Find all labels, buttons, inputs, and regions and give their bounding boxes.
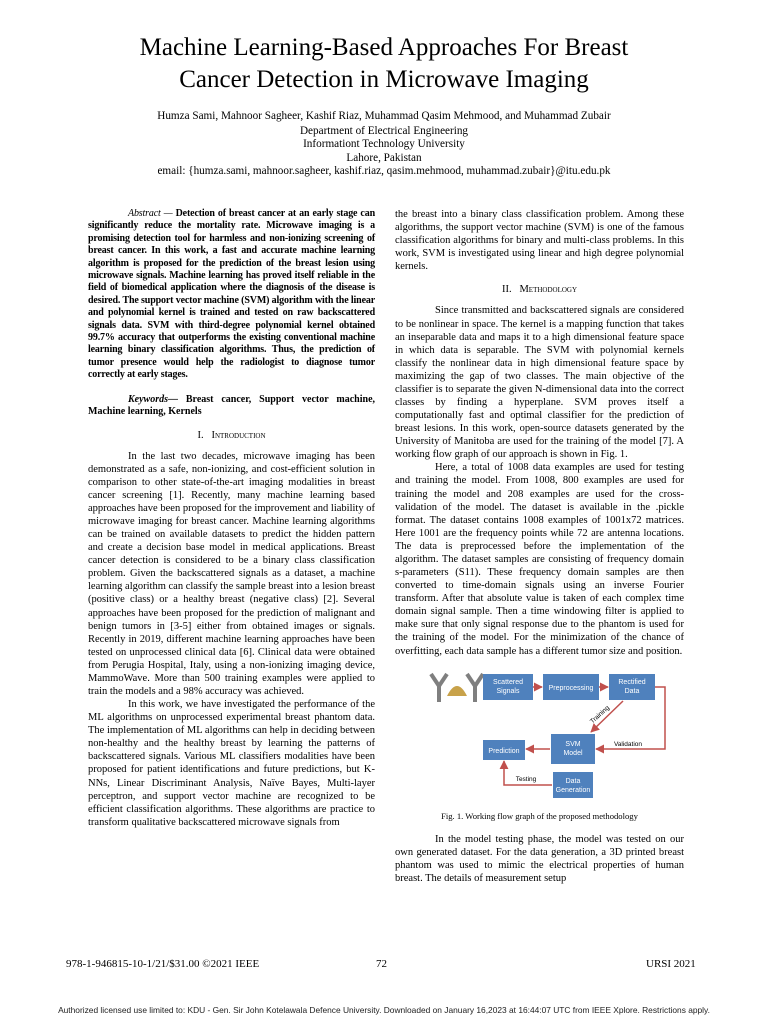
footer-conference: URSI 2021 xyxy=(646,958,696,970)
keywords-label: Keywords— xyxy=(128,393,178,405)
box-preprocessing xyxy=(543,674,599,700)
left-column xyxy=(88,208,375,829)
box-label: Rectified Data xyxy=(618,678,646,695)
box-scattered-signals xyxy=(483,674,533,700)
author-names: Humza Sami, Mahnoor Sagheer, Kashif Riaz, Muhammad Qasim Mehmood, and Muhammad Zubair xyxy=(157,110,611,122)
intro-paragraph-1: In the last two decades, microwave imaging has been demonstrated as a safe, non-ionizing, and cost-efficient solution in comparison to other state-of-the-art imaging modalities in breast cancer screening [1]. Recently, many machine learning based approaches have been proposed for the improvement and liability of microwave imaging for breast cancer. Machine learning algorithms can be trained on available datasets to predict the hidden pattern and create a decision base model in medical applications. Breast cancer detection is considered to be a binary class classification problem. Given the backscattered signals as a dataset, a machine learning algorithm can classify the sample breast into a lesion breast (positive class) or a healthy breast (negative class) [2]. Several approaches have been proposed for the prediction of malignant and benign tumors in [3-5] either from obtained images or signals. Recently in 2019, different machine learning approaches have been tested on unprocessed clinical data [6]. Clinical data were obtained from Perugia Hospital, Italy, using a non-ionizing imaging device, MammoWave. More than 500 training examples were applied to train the models and a 98% accuracy was achieved. xyxy=(88,450,375,697)
section-number: II. xyxy=(501,284,512,296)
intro-paragraph-2: In this work, we have investigated the performance of the ML algorithms on unprocessed experimental breast phantom data. The implementation of ML algorithms can help in deciding between non-healthy and the healthy breast by learning the patterns of backscattered signals. Various ML classifiers modalities have been proposed for patient identifications and future predictions, but K-NNs, Linear Discriminant Analysis, Naïve Bayes, Multi-layer perceptron, and support vector machine are recognized to be efficient classification algorithms. These algorithms are practice to transform qualitative backscattered microwave signals from xyxy=(88,699,375,828)
author-university: Informationt Technology University xyxy=(303,138,465,151)
box-label: Scattered Signals xyxy=(493,678,523,695)
abstract-label: Abstract — xyxy=(128,208,173,219)
box-rectified-data xyxy=(609,674,655,700)
footer-isbn: 978-1-946815-10-1/21/$31.00 ©2021 IEEE xyxy=(66,958,260,970)
box-prediction xyxy=(483,740,525,760)
author-email: email: {humza.sami, mahnoor.sagheer, kashif.riaz, qasim.mehmood, muhammad.zubair}@itu.edu.pk xyxy=(157,165,611,178)
box-label: SVM Model xyxy=(563,740,583,757)
license-notice: Authorized licensed use limited to: KDU - Gen. Sir John Kotelawala Defence University. Downloaded on January 16,2023 at 16:44:07 UTC from IEEE Xplore. Restrictions apply. xyxy=(58,1005,710,1015)
label-testing: Testing xyxy=(515,775,537,783)
right-paragraph-0: the breast into a binary class classification problem. Among these algorithms, the support vector machine (SVM) is one of the famous classification algorithms for binary and multi-class problems. In this work, SVM is investigated using linear and high degree polynomial kernels. xyxy=(395,209,684,273)
paper-title xyxy=(40,32,728,96)
section-title: Introduction xyxy=(211,429,266,441)
box-label: Prediction xyxy=(488,747,520,755)
abstract xyxy=(88,208,375,382)
breast-phantom-icon xyxy=(447,686,467,696)
box-data-generation xyxy=(553,772,593,798)
keywords xyxy=(88,394,375,419)
box-label: Data Generation xyxy=(555,777,591,794)
section-title: Methodology xyxy=(519,284,578,296)
box-svm-model xyxy=(551,734,595,764)
title-line-2: Cancer Detection in Microwave Imaging xyxy=(179,66,589,93)
label-training: Training xyxy=(589,704,611,725)
workflow-diagram xyxy=(395,668,684,808)
section-number: I. xyxy=(197,429,204,441)
author-city: Lahore, Pakistan xyxy=(346,151,422,164)
figure-caption: Fig. 1. Working flow graph of the proposed methodology xyxy=(441,810,638,821)
antenna-icon xyxy=(467,674,483,702)
section-heading-methodology xyxy=(395,283,684,296)
footer-page-number: 72 xyxy=(376,958,387,970)
keywords-text: Breast cancer, Support vector machine, Machine learning, Kernels xyxy=(88,393,376,418)
workflow-figure xyxy=(395,668,684,808)
label-validation: Validation xyxy=(613,740,643,748)
antenna-icon xyxy=(431,674,447,702)
box-label: Preprocessing xyxy=(548,684,594,692)
method-paragraph-1: Since transmitted and backscattered signals are considered to be nonlinear in space. The kernel is a mapping function that takes an inseparable data and maps it to a high dimensional feature space in which data is separable. The SVM with polynomial kernels classify the nonlinear data in high dimensional feature space by maximizing the gap of two classes. The main objective of the classifier is to separate the given N-dimensional data into the correct classes by finding a hyperplane. SVM proves itself a computationally fast and optimal classifier for the prediction of breast lesions. In this work, open-source datasets generated by the University of Manitoba are used for the training of the model [7]. A working flow graph of our approach is shown in Fig. 1. xyxy=(395,305,684,461)
method-paragraph-2: Here, a total of 1008 data examples are used for testing and training the model. From 1008, 800 examples are used for training the model and 208 examples are used for the cross-validation of the model. The dataset is available in the .pickle format. The dataset contains 1008 examples of 1001x72 matrices. Here 1001 are the frequency points while 72 are antenna locations. The data is preprocessed before the implementation of the algorithm. The dataset samples are consisting of frequency domain s-parameters (S11). These frequency domain samples are then converted to time-domain signals using an inverse Fourier transform. After that absolute value is taken of each complex time domain signal sample. Then a time windowing filter is applied to make sure that only signal response due to the phantom is used for the training of the model. For the minimization of the chance of overfitting, each data sample has a different tumor size and position. xyxy=(395,462,684,657)
method-paragraph-3: In the model testing phase, the model was tested on our own generated dataset. For the data generation, a 3D printed breast phantom was used to mimic the electrical properties of human breast. The details of measurement setup xyxy=(395,833,684,884)
title-line-1: Machine Learning-Based Approaches For Breast xyxy=(139,34,629,61)
author-block xyxy=(20,110,748,179)
right-column xyxy=(395,208,684,885)
section-heading-introduction xyxy=(88,429,375,442)
author-department: Department of Electrical Engineering xyxy=(299,124,469,137)
abstract-text: Detection of breast cancer at an early stage can significantly reduce the mortality rate. Microwave imaging is a promising detection tool for harmless and non-ionizing screening of breast cancer. In this work, a fast and accurate machine learning algorithm is proposed for the prediction of the breast lesion using microwave signals. Machine learning has proved itself reliable in the field of biomedical application where the diagnosis of the disease is desired. The support vector machine (SVM) algorithm with the linear and polynomial kernel is trained and tested on raw backscattered signals data. SVM with third-degree polynomial kernel obtained 99.7% accuracy that outperforms the existing conventional machine learning binary classification algorithms. Thus, the prediction of tumor presence would help the radiologist to diagnose tumor correctly at early stages. xyxy=(88,208,375,381)
